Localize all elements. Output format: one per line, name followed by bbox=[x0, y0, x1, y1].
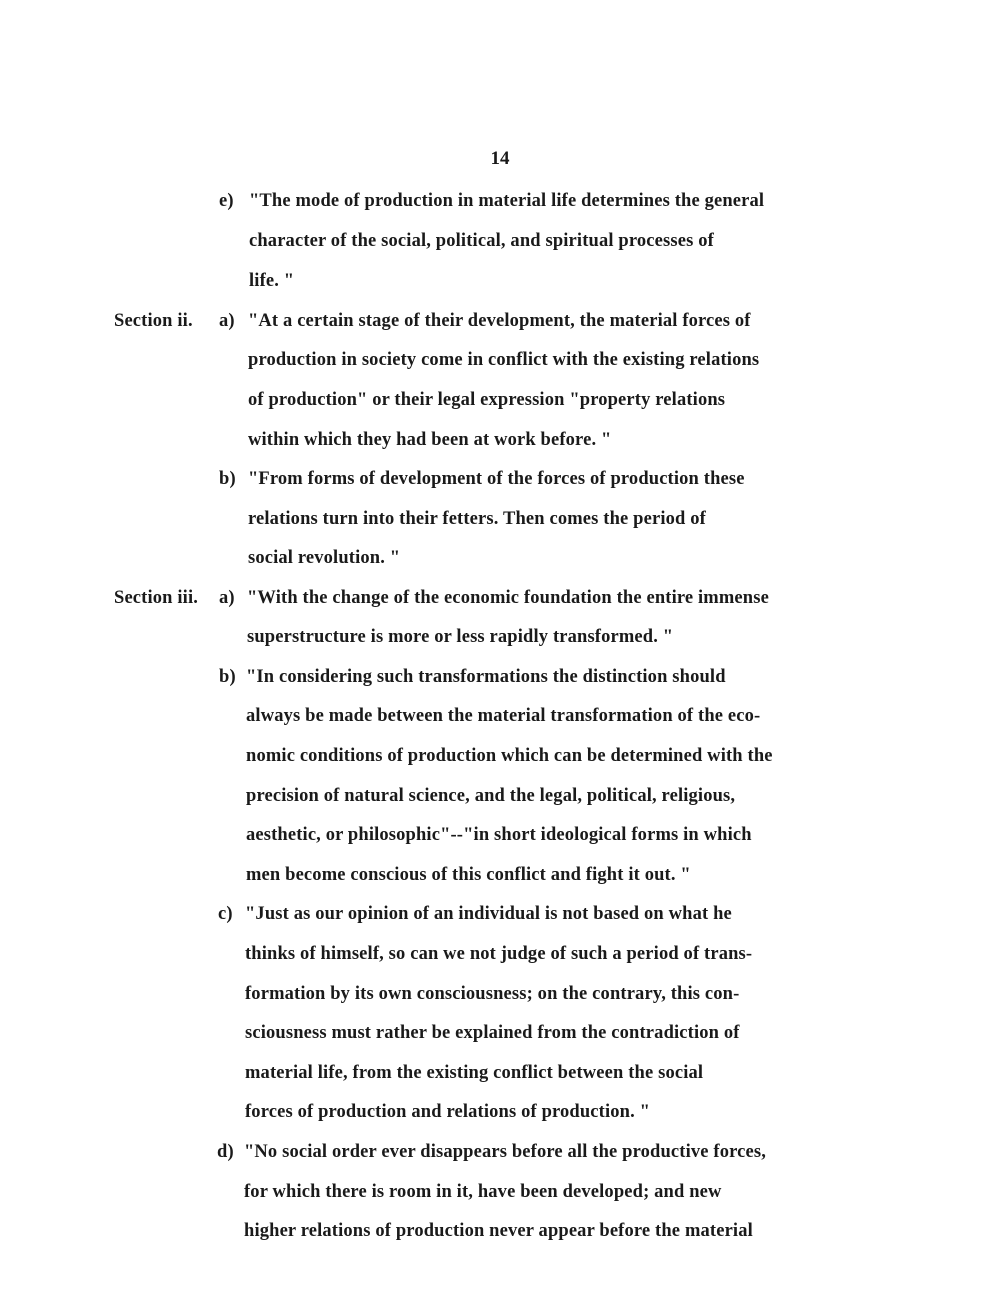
text-line: "At a certain stage of their development, the material forces of bbox=[248, 311, 751, 331]
text-line: men become conscious of this conflict and fight it out. " bbox=[246, 865, 691, 885]
section-label: Section ii. bbox=[114, 311, 193, 331]
text-line: "Just as our opinion of an individual is not based on what he bbox=[245, 904, 732, 924]
item-marker: b) bbox=[219, 469, 236, 489]
text-line: nomic conditions of production which can be determined with the bbox=[246, 746, 773, 766]
text-line: "The mode of production in material life determines the general bbox=[249, 191, 765, 211]
text-line: always be made between the material transformation of the eco- bbox=[246, 706, 761, 726]
text-line: thinks of himself, so can we not judge of such a period of trans- bbox=[245, 944, 753, 964]
text-line: social revolution. " bbox=[248, 548, 401, 568]
page-number: 14 bbox=[490, 148, 510, 169]
item-marker: a) bbox=[219, 588, 235, 608]
text-line: material life, from the existing conflict between the social bbox=[245, 1063, 704, 1083]
text-line: formation by its own consciousness; on the contrary, this con- bbox=[245, 984, 740, 1004]
text-line: "No social order ever disappears before all the productive forces, bbox=[244, 1142, 767, 1162]
item-marker: a) bbox=[219, 311, 235, 331]
text-line: relations turn into their fetters. Then comes the period of bbox=[248, 509, 706, 529]
text-line: sciousness must rather be explained from the contradiction of bbox=[245, 1023, 740, 1043]
item-marker: d) bbox=[217, 1142, 234, 1162]
section-label: Section iii. bbox=[114, 588, 199, 608]
text-line: "With the change of the economic foundation the entire immense bbox=[247, 588, 769, 608]
text-line: aesthetic, or philosophic"--"in short ideological forms in which bbox=[246, 825, 752, 845]
text-line: for which there is room in it, have been developed; and new bbox=[244, 1182, 722, 1202]
text-line: superstructure is more or less rapidly transformed. " bbox=[247, 627, 674, 647]
text-line: forces of production and relations of production. " bbox=[245, 1102, 651, 1122]
text-line: of production" or their legal expression "property relations bbox=[248, 390, 726, 410]
text-line: character of the social, political, and spiritual processes of bbox=[249, 231, 714, 251]
text-line: "In considering such transformations the distinction should bbox=[246, 667, 726, 687]
text-line: life. " bbox=[249, 271, 295, 291]
text-line: within which they had been at work before. " bbox=[248, 430, 612, 450]
text-line: precision of natural science, and the legal, political, religious, bbox=[246, 786, 736, 806]
item-marker: e) bbox=[219, 191, 234, 211]
text-line: "From forms of development of the forces of production these bbox=[248, 469, 745, 489]
item-marker: b) bbox=[219, 667, 236, 687]
text-line: production in society come in conflict with the existing relations bbox=[248, 350, 760, 370]
item-marker: c) bbox=[218, 904, 233, 924]
text-line: higher relations of production never appear before the material bbox=[244, 1221, 753, 1241]
